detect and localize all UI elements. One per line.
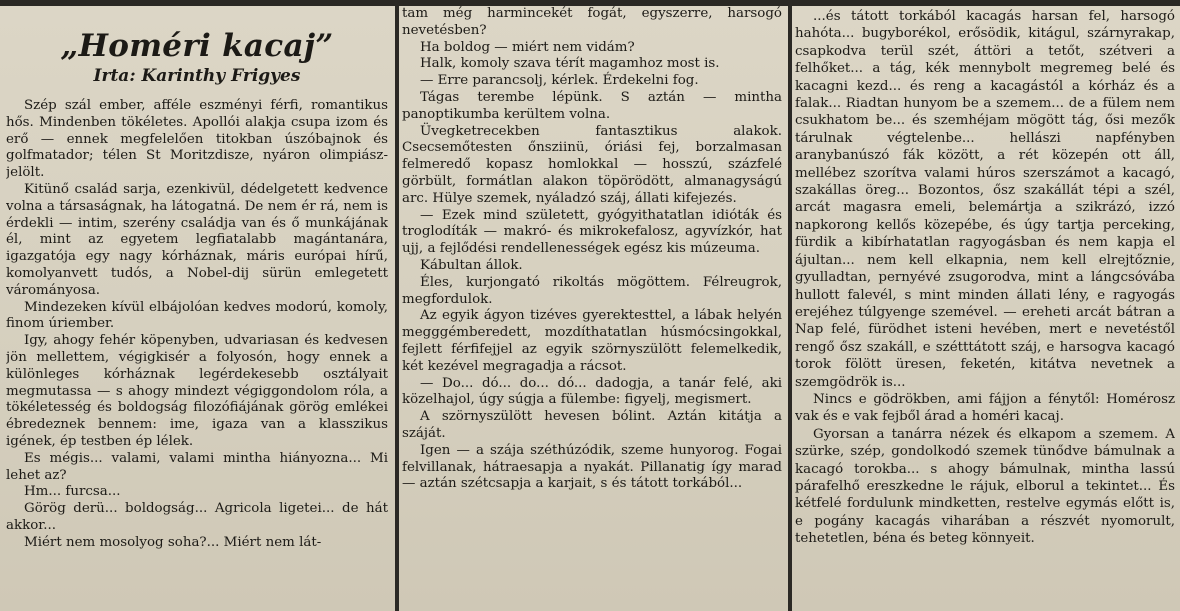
paragraph: Halk, komoly szava térít magamhoz most is. [420,56,720,72]
paragraph: Tágas terembe lépünk. S aztán — mintha panoptikumba kerültem volna. [402,89,782,122]
column-2 [402,6,782,606]
paragraph: Görög derü... boldogság... Agricola ligetei... de hát akkor... [6,501,388,533]
column-divider [395,0,399,611]
paragraph: Ha boldog — miért nem vidám? [420,39,635,55]
paragraph: Éles, kurjongató rikoltás mögöttem. Félreugrok, megfordulok. [402,274,782,307]
paragraph: Igen — a szája széthúzódik, szeme hunyorog. Fogai felvillanak, hátraesapja a nyakát. Pillanatig így marad — aztán szétcsapja a karjait, s és tátott torkából... [402,442,782,492]
paragraph: Az egyik ágyon tizéves gyerektesttel, a lábak helyén megggémberedett, mozdíthatatlan húsmócsingokkal, fejlett férfifejjel az egyik szörnyszülött felemelkedik, két kezével megragadja a rácsot. [402,308,782,374]
column-1-body [6,98,388,552]
paragraph: A szörnyszülött hevesen bólint. Aztán kitátja a száját. [402,409,782,441]
paragraph: Miért nem mosolyog soha?... Miért nem lát- [24,534,322,550]
paragraph: — Erre parancsolj, kérlek. Érdekelni fog. [420,73,699,89]
column-2-body [402,6,782,493]
paragraph: Gyorsan a tanárra nézek és elkapom a szemem. A szürke, szép, gondolkodó szemek tünődve bámulnak a kacagó torokba... s ahogy bámulnak, mintha lassú párafelhő ereszkedne le rájuk, elborul a tekintet... És kétfelé fordulunk mindketten, restelve egymás előtt is, e pogány kacagás viharában a részvét nyomorult, tehetetlen, béna és beteg könnyeit. [795,426,1175,547]
paragraph: Igy, ahogy fehér köpenyben, udvariasan és kedvesen jön mellettem, végigkisér a folyosón, hogy ennek a különleges kórháznak legérdekesebb osztályait megmutassa — s ahogy mindezt végiggondolom róla, a tökéletesség és boldogság filozófiájának görög emlékei ébredeznek bennem: ime, igaza van a klasszikus igének, ép testben ép lélek. [6,333,388,449]
paragraph: Nincs e gödrökben, ami fájjon a fénytől: Homérosz vak és e vak fejből árad a homéri kacaj. [795,391,1175,425]
paragraph: ...és tátott torkából kacagás harsan fel, harsogó hahóta... bugyborékol, erősödik, kitágul, szárnyrakap, csapkodva terül szét, áttöri a tetőt, szétveri a felhőket... a tág, kék mennybolt megremeg belé és kacagni kezd... és reng a kacagástól a kórház és a falak... Riadtan hunyom be a szemem... de a fülem nem csukhatom be... és szemhéjam mögött tág, ősi mezők tárulnak végtelenbe... hellászi napfényben aranybanúszó fák között, a rét közepén ott áll, mellébez szorítva valami húros szerszámot a kacagó, szakállas öreg... Bozontos, ősz szakállát tépi a szél, arcát magasra emeli, belemártja a szikrázó, izzó napkorong kellős közepébe, és úgy tartja perceking, fürdik a kibírhatatlan ragyogásban és nem kapja el ájultan... nem kell elkapnia, nem kell elrejtőznie, gyulladtan, pernyévé zsugorodva, mint a lángcsóvába hullott falevél, s mint minden állati lény, e ragyogás erejéhez túlgyenge szemével. — ereheti arcát bátran a Nap felé, fürödhet isteni hevében, mert e nevetéstől rengő ősz szakáll, e szétttátott száj, e harsogva kacagó torok fölött üresen, feketén, kitátva nevetnek a szemgödrök is... [795,9,1175,390]
paragraph: Kábultan állok. [420,257,523,273]
article-title: „Homéri kacaj” [60,28,334,64]
paragraph: tam még harmincekét fogát, egyszerre, harsogó nevetésben? [402,6,782,38]
paragraph: Mindezeken kívül elbájolóan kedves modorú, komoly, finom úriember. [6,299,388,332]
paragraph: Üvegketrecekben fantasztikus alakok. Csecsemőtesten őnsziinü, óriási fej, borzalmasan felmeredő kopasz homlokkal — hosszú, százfelé görbült, formátlan alakon töpörödött, almanagyságú arc. Hülye szemek, nyáladzó száj, állati kifejezés. [402,123,782,206]
paragraph: Hm... furcsa... [24,484,121,500]
article-author: Irta: Karinthy Frigyes [93,66,301,86]
paragraph: Szép szál ember, afféle eszményi férfi, romantikus hős. Mindenben tökéletes. Apollói alakja csupa izom és erő — ennek megfelelően titokban úszóbajnok és golfmatador; télen St Moritzdisze, nyáron olimpiász-jelölt. [6,98,388,181]
column-divider [788,0,792,611]
column-3-body [795,8,1175,548]
paragraph: Es mégis... valami, valami mintha hiányozna... Mi lehet az? [6,450,388,483]
paragraph: — Ezek mind született, gyógyithatatlan idióták és troglodíták — makró- és mikrokefalosz, agyvízkór, hat ujj, a fejlődési rendellenességek egész kis múzeuma. [402,207,782,257]
paragraph: — Do... dó... do... dó... dadogja, a tanár felé, aki közelhajol, úgy súgja a fülembe: figyelj, megismert. [402,375,782,408]
column-3 [795,8,1175,608]
paragraph: Kitünő család sarja, ezenkivül, dédelgetett kedvence volna a társaságnak, ha látogatná. De nem ér rá, nem is érdekli — intim, szerény családja van és ő munkájának él, mint az egyetem legfiatalabb magántanára, igazgatója egy nagy kórháznak, máris európai hírű, komolyanvett tudós, a Nobel-dij sürün emlegetett várományosa. [6,181,388,298]
column-1 [6,8,388,608]
